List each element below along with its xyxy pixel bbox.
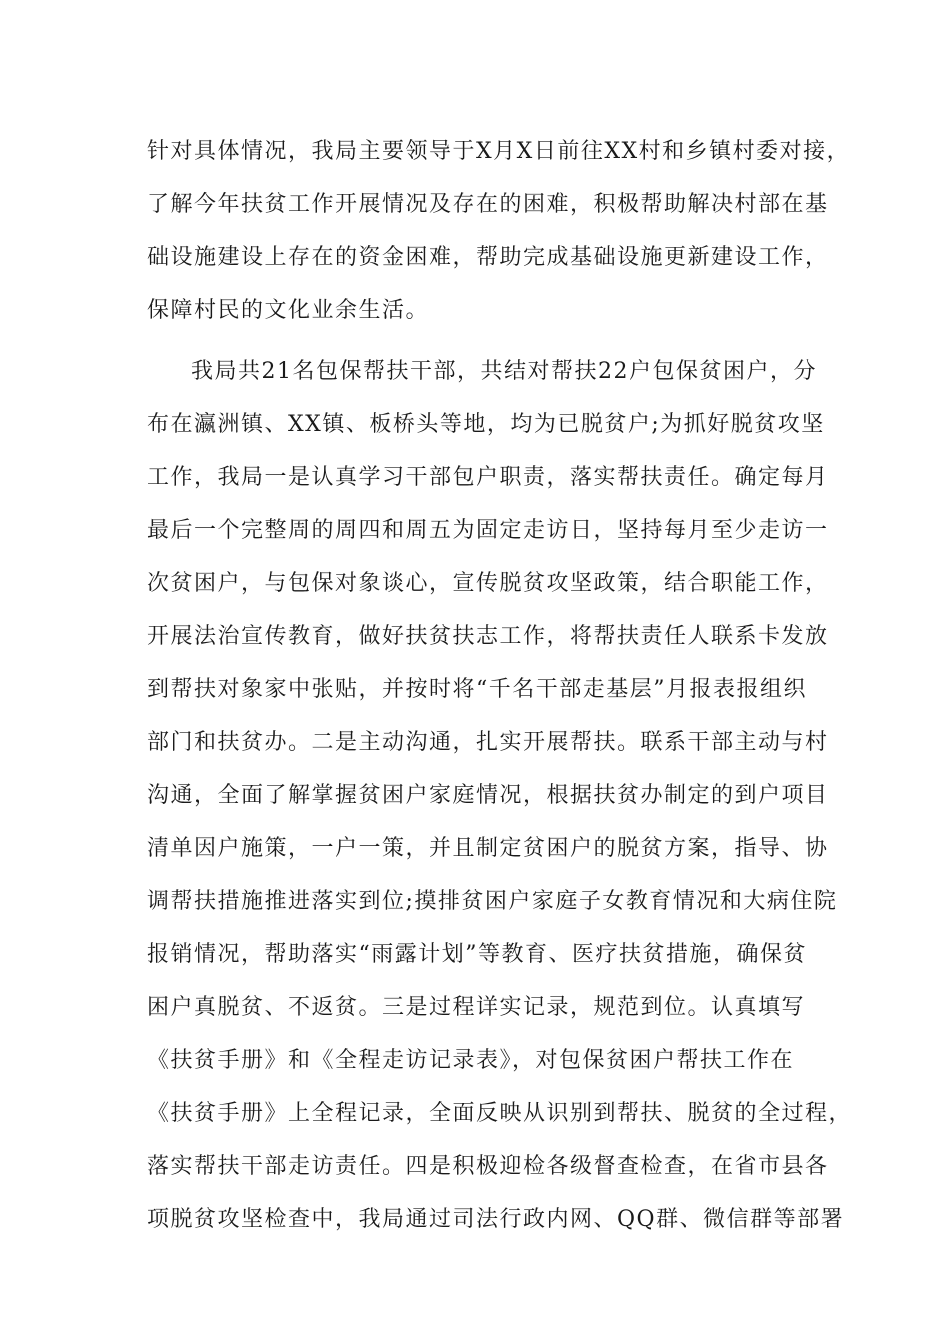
text-line: 开展法治宣传教育，做好扶贫扶志工作，将帮扶责任人联系卡发放 — [147, 624, 829, 649]
paragraph-1 — [147, 125, 851, 337]
text-line: 调帮扶措施推进落实到位;摸排贫困户家庭子女教育情况和大病住院 — [147, 889, 838, 914]
text-line: 最后一个完整周的周四和周五为固定走访日，坚持每月至少走访一 — [147, 518, 829, 543]
text-line: 保障村民的文化业余生活。 — [147, 298, 430, 323]
text-line: 我局共21名包保帮扶干部，共结对帮扶22户包保贫困户，分 — [191, 359, 817, 384]
text-line: 部门和扶贫办。二是主动沟通，扎实开展帮扶。联系干部主动与村 — [147, 730, 829, 755]
text-line: 了解今年扶贫工作开展情况及存在的困难，积极帮助解决村部在基 — [147, 192, 829, 217]
text-line: 项脱贫攻坚检查中，我局通过司法行政内网、QQ群、微信群等部署 — [147, 1207, 845, 1232]
text-line: 《扶贫手册》上全程记录，全面反映从识别到帮扶、脱贫的全过程， — [147, 1101, 853, 1126]
text-line: 针对具体情况，我局主要领导于X月X日前往XX村和乡镇村委对接， — [147, 139, 851, 164]
text-line: 次贫困户，与包保对象谈心，宣传脱贫攻坚政策，结合职能工作， — [147, 571, 829, 596]
text-line: 落实帮扶干部走访责任。四是积极迎检各级督查检查，在省市县各 — [147, 1154, 829, 1179]
text-line: 困户真脱贫、不返贫。三是过程详实记录，规范到位。认真填写 — [147, 995, 806, 1020]
text-line: 《扶贫手册》和《全程走访记录表》，对包保贫困户帮扶工作在 — [147, 1048, 795, 1073]
text-line: 到帮扶对象家中张贴，并按时将“千名干部走基层”月报表报组织 — [147, 677, 807, 702]
text-line: 报销情况，帮助落实“雨露计划”等教育、医疗扶贫措施，确保贫 — [147, 942, 807, 967]
text-line: 工作，我局一是认真学习干部包户职责，落实帮扶责任。确定每月 — [147, 465, 829, 490]
text-line: 清单因户施策，一户一策，并且制定贫困户的脱贫方案，指导、协 — [147, 836, 829, 861]
text-line: 础设施建设上存在的资金困难，帮助完成基础设施更新建设工作， — [147, 245, 829, 270]
text-line: 布在瀛洲镇、XX镇、板桥头等地，均为已脱贫户;为抓好脱贫攻坚 — [147, 412, 825, 437]
paragraph-2 — [147, 345, 853, 1246]
text-line: 沟通，全面了解掌握贫困户家庭情况，根据扶贫办制定的到户项目 — [147, 783, 829, 808]
